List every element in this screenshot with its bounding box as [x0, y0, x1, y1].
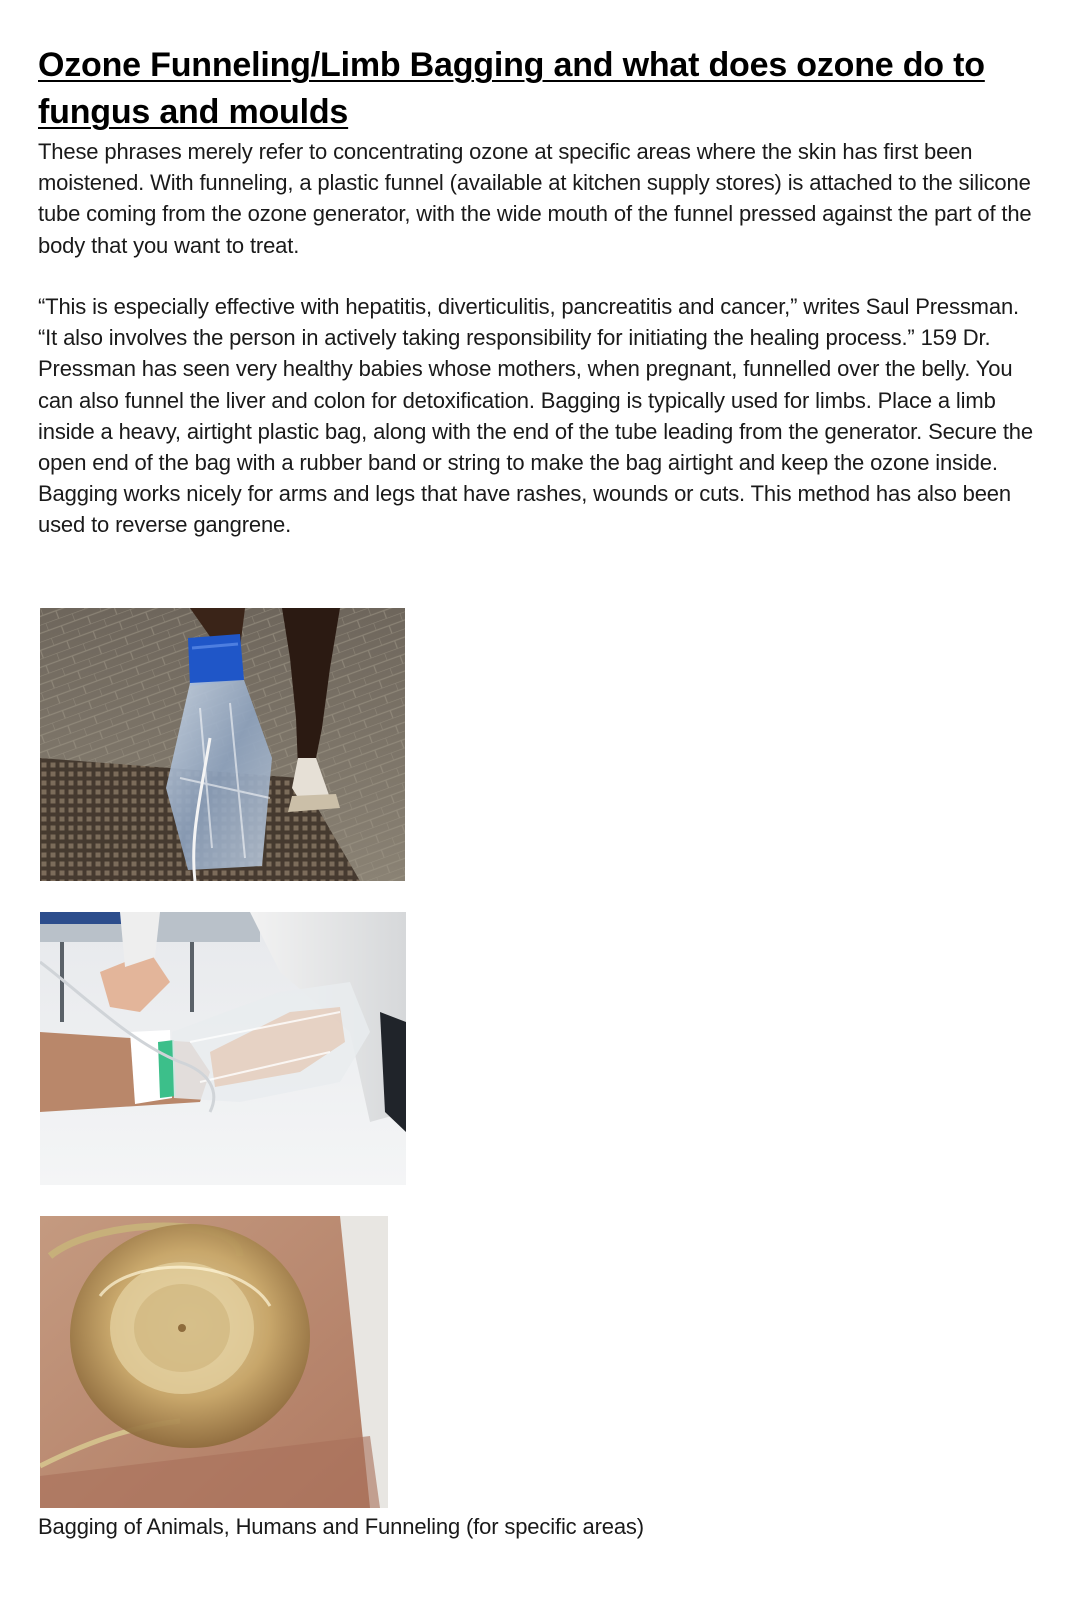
funneling-photo — [40, 1216, 388, 1508]
horse-leg-bagging-photo — [40, 608, 405, 881]
document-title: Ozone Funneling/Limb Bagging and what does ozone do to fungus and moulds — [38, 46, 985, 131]
figure-caption: Bagging of Animals, Humans and Funneling (for specific areas) — [38, 1514, 644, 1539]
paragraph-pressman-quote: “This is especially effective with hepatitis, diverticulitis, pancreatitis and cancer,” writes Saul Pressman. “It also involves the person in actively taking responsibility for initiating the healing process.” 159 Dr. Pressman has seen very healthy babies whose mothers, when pregnant, funnelled over the belly. You can also funnel the liver and colon for detoxification. Bagging is typically used for limbs. Place a limb inside a heavy, airtight plastic bag, along with the end of the tube leading from the generator. Secure the open end of the bag with a rubber band or string to make the bag airtight and keep the ozone inside. Bagging works nicely for arms and legs that have rashes, wounds or cuts. This method has also been used to reverse gangrene. — [38, 294, 1033, 538]
human-foot-bagging-photo — [40, 912, 406, 1185]
paragraph-intro: These phrases merely refer to concentrating ozone at specific areas where the skin has first been moistened. With funneling, a plastic funnel (available at kitchen supply stores) is attached to the silicone tube coming from the ozone generator, with the wide mouth of the funnel pressed against the part of the body that you want to treat. — [38, 139, 1032, 258]
